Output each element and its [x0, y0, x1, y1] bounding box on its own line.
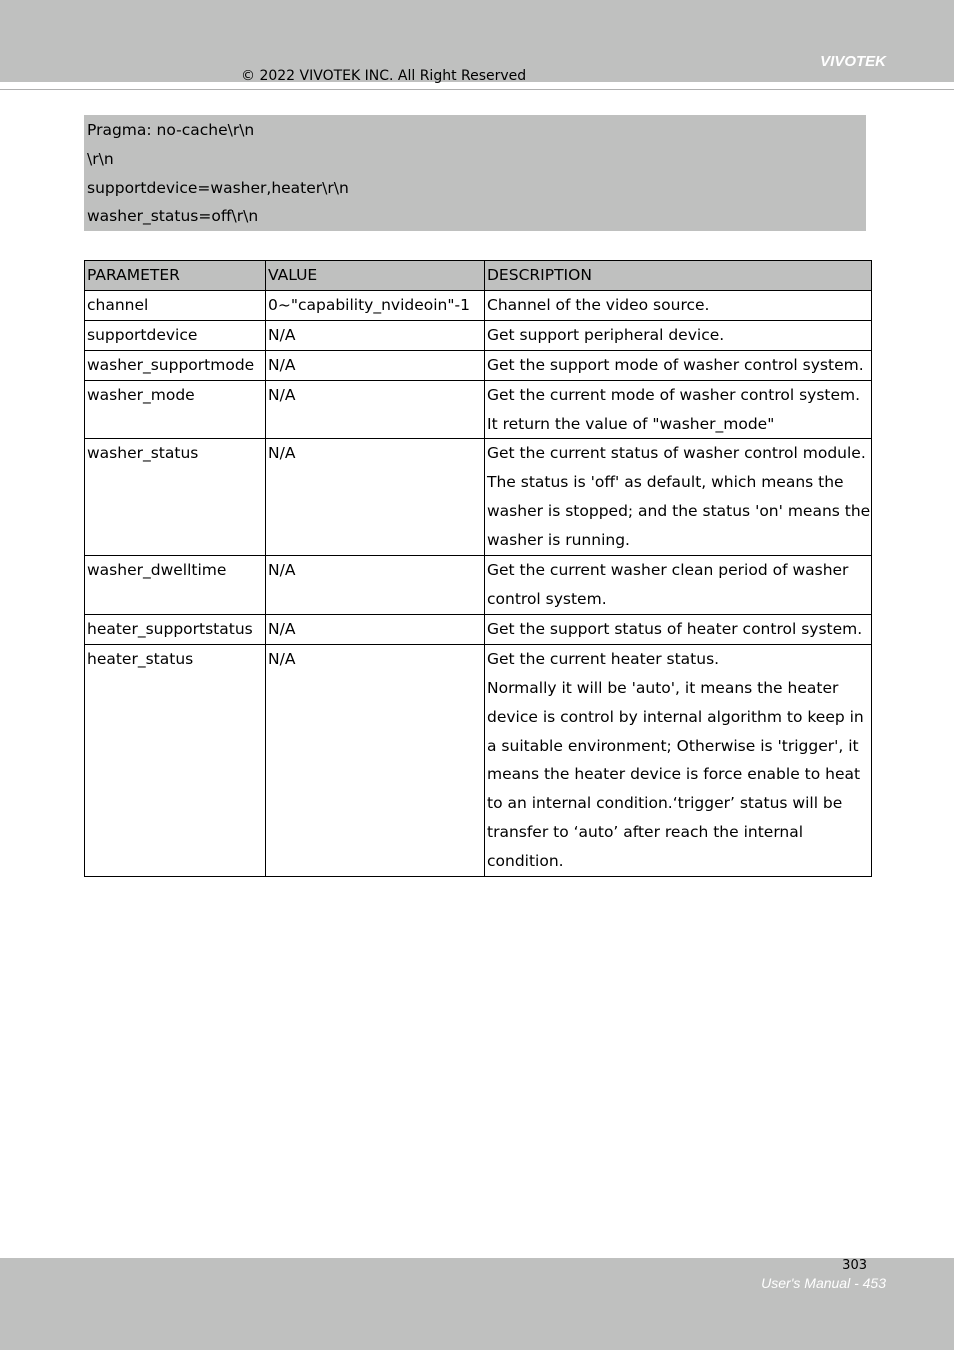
cell-value: N/A: [266, 614, 485, 644]
cell-description: [485, 320, 872, 350]
cell-parameter: heater_status: [85, 644, 266, 876]
table-row: [85, 614, 872, 644]
cell-description: [485, 290, 872, 320]
copyright-text: © 2022 VIVOTEK INC. All Right Reserved: [241, 68, 527, 84]
description-line: means the heater device is force enable to heat: [487, 765, 861, 784]
code-line: \r\n: [87, 150, 114, 168]
description-line: Channel of the video source.: [487, 295, 710, 314]
description-line: washer is stopped; and the status 'on' means the: [487, 502, 871, 521]
footer-band: [0, 1258, 954, 1350]
column-header-parameter: PARAMETER: [85, 261, 266, 291]
code-block: [84, 115, 866, 231]
code-line: supportdevice=washer,heater\r\n: [87, 179, 349, 197]
cell-parameter: washer_mode: [85, 380, 266, 439]
cell-description: [485, 350, 872, 380]
table-row: [85, 556, 872, 615]
cell-value: N/A: [266, 556, 485, 615]
cell-parameter: washer_supportmode: [85, 350, 266, 380]
manual-reference: User's Manual - 453: [761, 1275, 886, 1291]
column-header-description: DESCRIPTION: [485, 261, 872, 291]
cell-parameter: heater_supportstatus: [85, 614, 266, 644]
cell-value: N/A: [266, 350, 485, 380]
description-line: Get the support status of heater control system.: [487, 619, 863, 638]
table-body: [85, 290, 872, 876]
cell-value: N/A: [266, 644, 485, 876]
code-line: Pragma: no-cache\r\n: [87, 121, 255, 139]
cell-parameter: channel: [85, 290, 266, 320]
cell-value: N/A: [266, 320, 485, 350]
table-row: [85, 380, 872, 439]
cell-description: [485, 614, 872, 644]
description-line: Get the current status of washer control module.: [487, 444, 866, 463]
cell-value: N/A: [266, 439, 485, 556]
description-line: a suitable environment; Otherwise is 'trigger', it: [487, 736, 859, 755]
table-row: [85, 290, 872, 320]
table-row: [85, 350, 872, 380]
description-line: to an internal condition.‘trigger’ status will be: [487, 794, 843, 813]
description-line: Get the current heater status.: [487, 649, 720, 668]
table-row: [85, 320, 872, 350]
brand-logo-text: VIVOTEK: [820, 53, 886, 70]
description-line: Get the current mode of washer control system.: [487, 385, 861, 404]
column-header-value: VALUE: [266, 261, 485, 291]
cell-value: 0~"capability_nvideoin"-1: [266, 290, 485, 320]
cell-value: N/A: [266, 380, 485, 439]
description-line: washer is running.: [487, 531, 630, 550]
cell-description: [485, 439, 872, 556]
header-divider: [0, 89, 954, 90]
description-line: Get the current washer clean period of washer: [487, 561, 849, 580]
code-line: washer_status=off\r\n: [87, 207, 259, 225]
cell-parameter: washer_dwelltime: [85, 556, 266, 615]
cell-description: [485, 380, 872, 439]
description-line: device is control by internal algorithm to keep in: [487, 707, 864, 726]
table-header-row: [85, 261, 872, 291]
cell-parameter: washer_status: [85, 439, 266, 556]
description-line: Get the support mode of washer control system.: [487, 355, 864, 374]
table-row: [85, 644, 872, 876]
cell-description: [485, 556, 872, 615]
description-line: It return the value of "washer_mode": [487, 414, 775, 433]
description-line: control system.: [487, 589, 607, 608]
description-line: Get support peripheral device.: [487, 325, 725, 344]
cell-parameter: supportdevice: [85, 320, 266, 350]
table-row: [85, 439, 872, 556]
description-line: condition.: [487, 852, 564, 871]
description-line: transfer to ‘auto’ after reach the internal: [487, 823, 804, 842]
parameter-table: [84, 260, 872, 877]
cell-description: [485, 644, 872, 876]
page-number: 303: [842, 1258, 867, 1273]
description-line: Normally it will be 'auto', it means the heater: [487, 678, 839, 697]
description-line: The status is 'off' as default, which means the: [487, 473, 844, 492]
